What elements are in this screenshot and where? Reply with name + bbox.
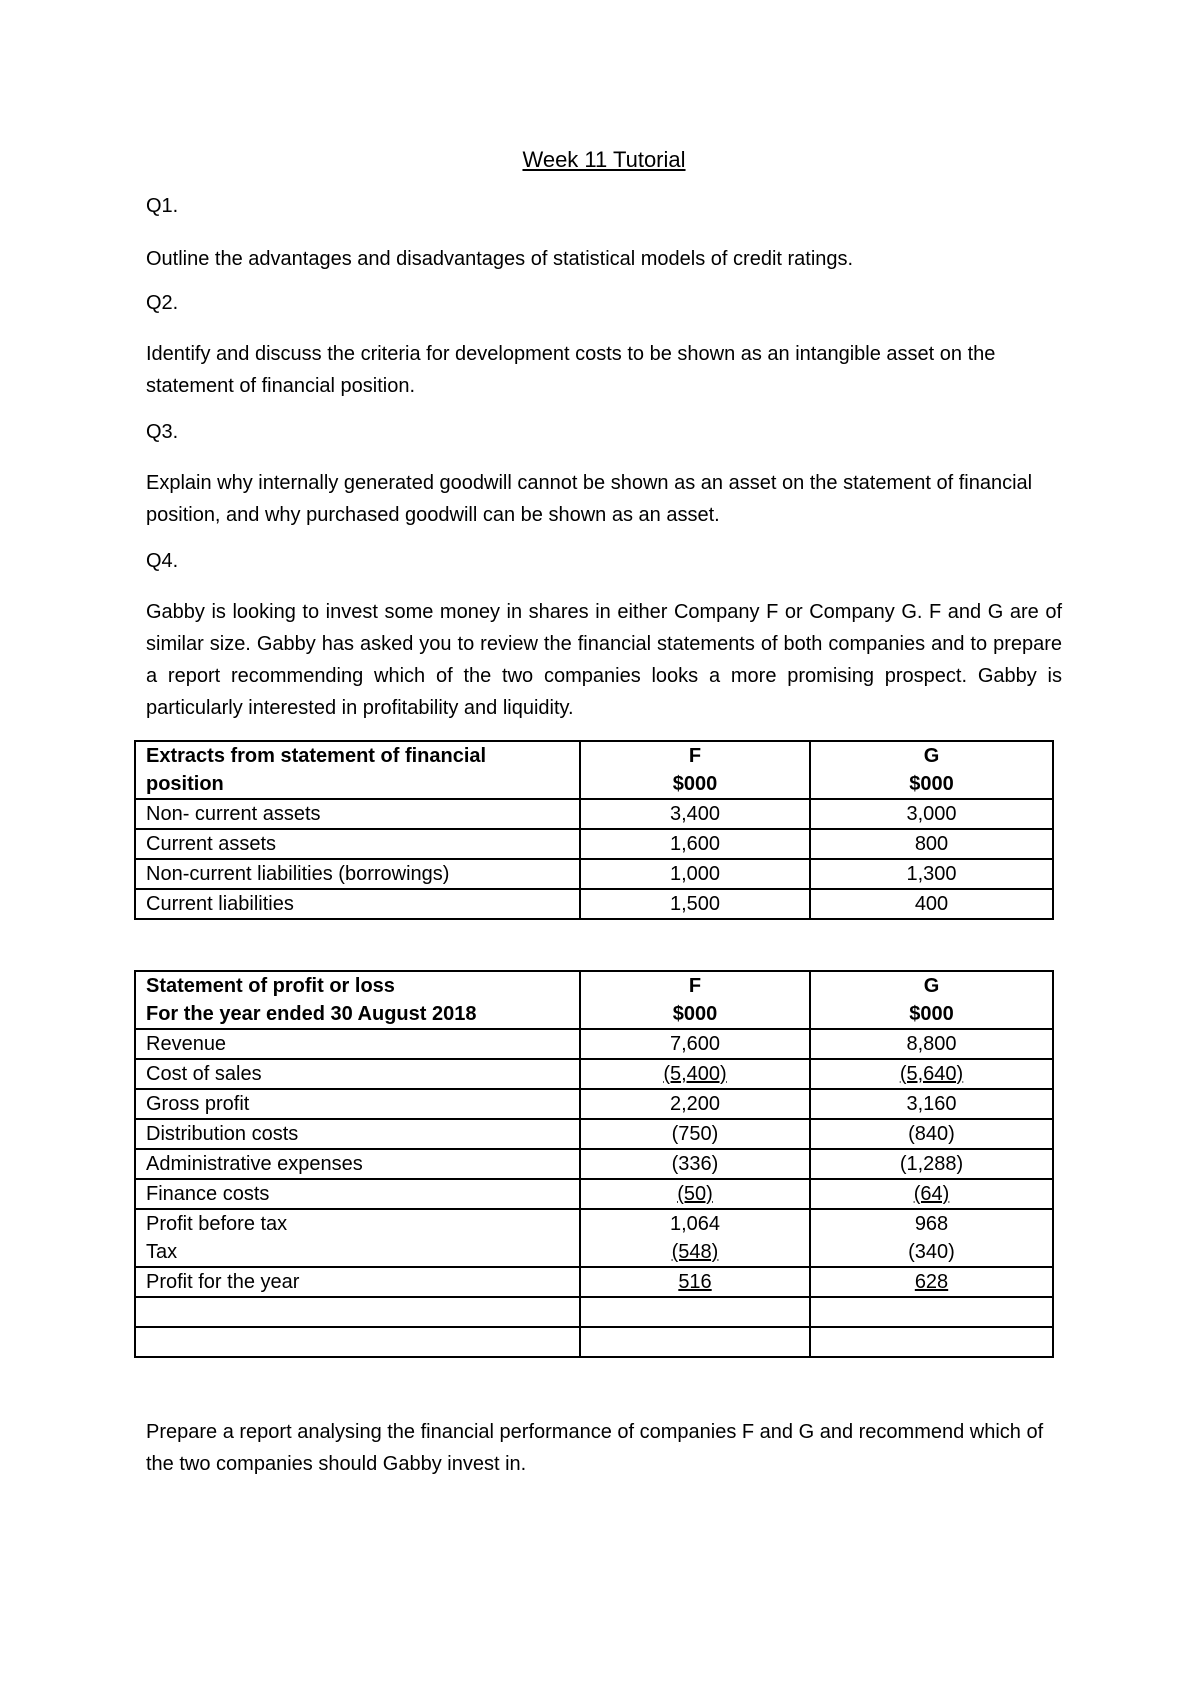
row-value-g: 8,800 <box>810 1029 1053 1059</box>
value-line1: 968 <box>914 1213 949 1235</box>
table-row <box>135 829 1053 859</box>
question-1-label: Q1. <box>146 195 179 217</box>
table-row <box>135 1029 1053 1059</box>
row-label: Administrative expenses <box>135 1149 580 1179</box>
header-label-line1: Extracts from statement of financial <box>146 745 487 767</box>
header-g-name: G <box>923 745 940 767</box>
question-4-text: Gabby is looking to invest some money in shares in either Company F or Company G. F and G are of similar size. Gabby has asked you to review the financial statements of both companies and to prepare a report recommending which of the two companies looks a more promising prospect. Gabby is particularly interested in profitability and liquidity. <box>146 601 1062 719</box>
question-2-text: Identify and discuss the criteria for development costs to be shown as an intangible asset on the statement of financial position. <box>146 343 996 397</box>
header-g-unit: $000 <box>909 773 954 795</box>
row-value-f: (336) <box>580 1149 810 1179</box>
header-f-name: F <box>688 745 702 767</box>
row-value-f: 3,400 <box>580 799 810 829</box>
value-underlined: 628 <box>914 1271 949 1293</box>
table-row-empty <box>135 1297 1053 1327</box>
empty-cell <box>810 1297 1053 1327</box>
row-value-g: 1,300 <box>810 859 1053 889</box>
question-3-label: Q3. <box>146 421 179 443</box>
row-value-g <box>810 1059 1053 1089</box>
value-underlined: (5,640) <box>899 1063 964 1085</box>
header-company-g-cell <box>810 971 1053 1029</box>
header-company-f-cell <box>580 971 810 1029</box>
header-label-line2: position <box>146 773 224 795</box>
table-row <box>135 889 1053 919</box>
header-company-g-cell <box>810 741 1053 799</box>
row-value-f: 2,200 <box>580 1089 810 1119</box>
row-value-g <box>810 1179 1053 1209</box>
table-row <box>135 1179 1053 1209</box>
header-f-unit: $000 <box>672 1003 718 1025</box>
row-value-f: 1,000 <box>580 859 810 889</box>
value-line2: (340) <box>908 1241 955 1263</box>
row-value-g: 400 <box>810 889 1053 919</box>
value-underlined: (5,400) <box>663 1063 727 1085</box>
row-label <box>135 1209 580 1267</box>
table-row <box>135 1209 1053 1267</box>
row-value-f <box>580 1267 810 1297</box>
table-row <box>135 1149 1053 1179</box>
value-line2 <box>591 1238 799 1266</box>
closing-instruction: Prepare a report analysing the financial performance of companies F and G and recommend which of the two companies should Gabby invest in. <box>146 1421 1044 1475</box>
table-row <box>135 1059 1053 1089</box>
empty-cell <box>810 1327 1053 1357</box>
table-row-empty <box>135 1327 1053 1357</box>
row-value-f: 7,600 <box>580 1029 810 1059</box>
row-value-g: 3,000 <box>810 799 1053 829</box>
question-3-text: Explain why internally generated goodwill cannot be shown as an asset on the statement of financial position, and why purchased goodwill can be shown as an asset. <box>146 472 1033 526</box>
row-label: Distribution costs <box>135 1119 580 1149</box>
header-label-line1: Statement of profit or loss <box>146 975 395 997</box>
row-label: Cost of sales <box>135 1059 580 1089</box>
row-value-f: 1,500 <box>580 889 810 919</box>
table-header-row <box>135 971 1053 1029</box>
value-underlined: 516 <box>678 1271 712 1293</box>
table-row <box>135 1119 1053 1149</box>
row-label: Current liabilities <box>135 889 580 919</box>
row-label: Profit for the year <box>135 1267 580 1297</box>
row-value-f <box>580 1209 810 1267</box>
header-f-unit: $000 <box>672 773 718 795</box>
row-value-g <box>810 1267 1053 1297</box>
row-value-f: 1,600 <box>580 829 810 859</box>
row-value-f: (750) <box>580 1119 810 1149</box>
header-g-name: G <box>923 975 940 997</box>
row-value-g: 800 <box>810 829 1053 859</box>
row-value-f <box>580 1059 810 1089</box>
table-row <box>135 799 1053 829</box>
row-value-g: 3,160 <box>810 1089 1053 1119</box>
row-label: Non- current assets <box>135 799 580 829</box>
row-label: Current assets <box>135 829 580 859</box>
row-value-g: (1,288) <box>810 1149 1053 1179</box>
value-underlined: (548) <box>671 1241 719 1263</box>
header-company-f-cell <box>580 741 810 799</box>
row-value-f <box>580 1179 810 1209</box>
question-1-text: Outline the advantages and disadvantages of statistical models of credit ratings. <box>146 248 854 270</box>
row-label-line2: Tax <box>146 1241 178 1263</box>
header-label-cell <box>135 741 580 799</box>
row-label: Finance costs <box>135 1179 580 1209</box>
value-line1: 1,064 <box>669 1213 721 1235</box>
row-label: Revenue <box>135 1029 580 1059</box>
row-label-line1: Profit before tax <box>146 1213 288 1235</box>
value-underlined: (64) <box>913 1183 950 1205</box>
question-4-label: Q4. <box>146 550 179 572</box>
header-f-name: F <box>688 975 702 997</box>
question-2-label: Q2. <box>146 292 179 314</box>
page-title: Week 11 Tutorial <box>522 147 686 172</box>
header-g-unit: $000 <box>909 1003 954 1025</box>
value-underlined: (50) <box>677 1183 713 1205</box>
table-row <box>135 859 1053 889</box>
empty-cell <box>135 1297 580 1327</box>
empty-cell <box>135 1327 580 1357</box>
empty-cell <box>580 1297 810 1327</box>
empty-cell <box>580 1327 810 1357</box>
row-value-g: (840) <box>810 1119 1053 1149</box>
statement-of-financial-position-table <box>134 740 1054 920</box>
table-header-row <box>135 741 1053 799</box>
table-row <box>135 1267 1053 1297</box>
table-row <box>135 1089 1053 1119</box>
row-value-g <box>810 1209 1053 1267</box>
row-label: Non-current liabilities (borrowings) <box>135 859 580 889</box>
header-label-line2: For the year ended 30 August 2018 <box>146 1003 477 1025</box>
header-label-cell <box>135 971 580 1029</box>
statement-of-profit-or-loss-table <box>134 970 1054 1358</box>
row-label: Gross profit <box>135 1089 580 1119</box>
